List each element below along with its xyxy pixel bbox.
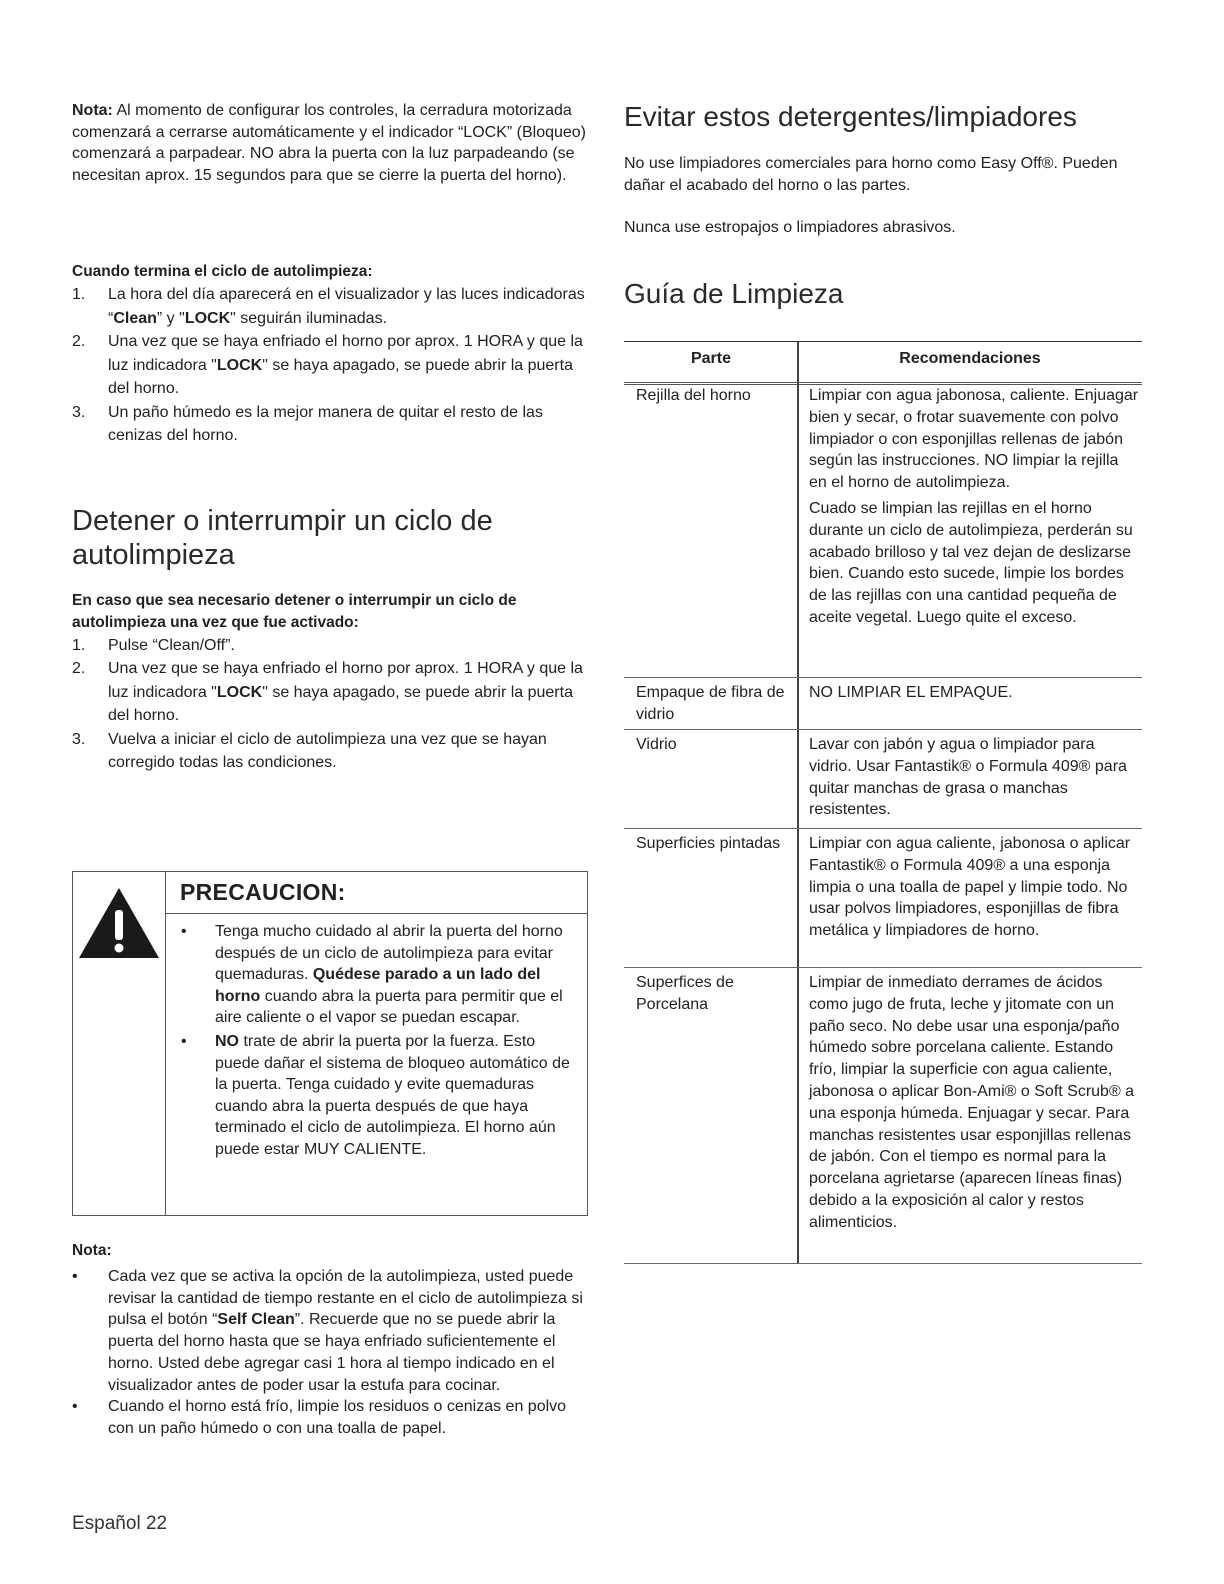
avoid-paragraph-1: No use limpiadores comerciales para horno como Easy Off®. Pueden dañar el acabado del horno o las partes. — [624, 155, 1118, 194]
note-paragraph — [72, 100, 588, 186]
note2-section — [72, 1240, 588, 1440]
item-number: 1. — [72, 286, 86, 303]
bullet-icon: • — [72, 1398, 78, 1416]
item-text: " se haya apagado, se puede abrir la puerta del horno. — [108, 683, 573, 724]
bullet-icon: • — [72, 1268, 78, 1285]
recommendation-text: Cuado se limpian las rejillas en el horno durante un ciclo de autolimpieza, perderán su acabado brilloso y tal vez dejan de deslizarse bien. Cuando esto sucede, limpie los bordes de las rejillas con una cantidad pequeña de aceite vegetal. Luego quite el exceso. — [809, 499, 1133, 626]
cell-recommendation — [809, 734, 1139, 821]
cell-recommendation — [809, 833, 1139, 942]
stop-cycle-heading: Detener o interrumpir un ciclo de autolimpieza — [72, 504, 493, 571]
header-recommendations: Recomendaciones — [899, 350, 1041, 367]
guide-heading: Guía de Limpieza — [624, 277, 844, 309]
table-row — [624, 968, 1142, 1264]
caution-icon-cell — [73, 872, 166, 1215]
table-row — [624, 381, 1142, 678]
item-text: ” y " — [156, 309, 185, 327]
item-bold: LOCK — [216, 683, 263, 701]
item-bold: Self Clean — [217, 1311, 295, 1329]
note2-label: Nota: — [72, 1242, 112, 1259]
item-text: Cuando el horno está frío, limpie los residuos o cenizas en polvo con un paño húmedo o con una toalla de papel. — [108, 1398, 567, 1437]
recommendation-text: NO LIMPIAR EL EMPAQUE. — [809, 684, 1013, 701]
note-label: Nota: — [72, 102, 113, 119]
item-number: 3. — [72, 403, 86, 421]
cell-part: Superfices de Porcelana — [636, 974, 734, 1013]
list-item — [72, 1266, 588, 1396]
table-row — [624, 730, 1142, 829]
note2-list — [72, 1266, 588, 1440]
cell-part: Empaque de fibra de vidrio — [636, 684, 785, 723]
recommendation-text: Limpiar con agua jabonosa, caliente. Enjuagar bien y secar, o frotar suavemente con polvo limpiador o con esponjillas rellenas de jabón según las instrucciones. NO limpiar la rejilla en el horno de autolimpieza. — [809, 387, 1139, 492]
list-item — [72, 1396, 588, 1439]
stop-cycle-subtitle: En caso que sea necesario detener o interrumpir un ciclo de autolimpieza una vez que fue activado: — [72, 591, 517, 631]
list-item — [72, 657, 588, 728]
list-item — [72, 330, 588, 401]
item-text: trate de abrir la puerta por la fuerza. Esto puede dañar el sistema de bloqueo automático de la puerta. Tenga cuidado y evite quemaduras cuando abra la puerta después de que haya terminado el ciclo de autolimpieza. El horno aún puede estar MUY CALIENTE. — [215, 1032, 570, 1158]
header-part: Parte — [690, 350, 732, 367]
list-item — [72, 283, 588, 330]
list-item — [180, 921, 580, 1029]
item-text: cuando abra la puerta para permitir que el aire caliente o el vapor se puedan escapar. — [215, 987, 563, 1027]
recommendation-text: Lavar con jabón y agua o limpiador para vidrio. Usar Fantastik® o Formula 409® para quitar manchas de grasa o manchas resistentes. — [809, 736, 1127, 819]
table-header — [624, 341, 1142, 385]
item-number: 3. — [72, 730, 86, 748]
item-bold: Clean — [113, 309, 157, 327]
item-bold: Quédese parado a un lado del horno — [215, 966, 541, 1005]
page-footer: Español 22 — [72, 1513, 168, 1534]
end-cycle-list — [72, 283, 588, 448]
item-number: 2. — [72, 333, 86, 350]
cell-part: Rejilla del horno — [636, 387, 751, 404]
list-item — [180, 1031, 580, 1161]
end-cycle-title: Cuando termina el ciclo de autolimpieza: — [72, 263, 373, 280]
recommendation-text: Limpiar de inmediato derrames de ácidos como jugo de fruta, leche y jitomate con un paño seco. No debe usar una esponja/paño húmedo sobre porcelana caliente. Estando frío, limpiar la superficie con agua caliente, jabonosa o aplicar Bon-Ami® o Soft Scrub® a una esponja húmeda. Enjuagar y secar. Para manchas resistentes usar esponjillas rellenas de jabón. Con el tiempo es normal para la porcelana agrietarse (aparecen líneas finas) debido a la exposición al calor y restos alimenticios. — [809, 974, 1135, 1231]
item-number: 2. — [72, 660, 86, 677]
item-text: Cada vez que se activa la opción de la autolimpieza, usted puede revisar la cantidad de tiempo restante en el ciclo de autolimpieza si pulsa el botón “ — [108, 1268, 583, 1329]
item-text: Tenga mucho cuidado al abrir la puerta del horno después de un ciclo de autolimpieza para evitar quemaduras. — [215, 923, 563, 984]
list-item — [72, 401, 588, 448]
cell-recommendation — [809, 682, 1139, 704]
item-bold: LOCK — [216, 356, 263, 374]
table-row — [624, 678, 1142, 730]
bullet-icon: • — [181, 1032, 187, 1050]
item-text: ”. Recuerde que no se puede abrir la puerta del horno hasta que se haya enfriado suficientemente el horno. Usted debe agregar casi 1 hora al tiempo indicado en el visualizador antes de poder usar la estufa para cocinar. — [108, 1311, 556, 1394]
recommendation-text: Limpiar con agua caliente, jabonosa o aplicar Fantastik® o Formula 409® a una esponja limpia o una toalla de papel y limpie todo. No usar polvos limpiadores, esponjillas de fibra metálica y limpiadores de horno. — [809, 835, 1131, 940]
item-text: Vuelva a iniciar el ciclo de autolimpieza una vez que se hayan corregido todas las condiciones. — [108, 730, 547, 771]
cleaning-guide-table — [624, 341, 1142, 385]
item-text: Una vez que se haya enfriado el horno por aprox. 1 HORA y que la luz indicadora " — [108, 333, 583, 374]
bullet-icon: • — [181, 923, 187, 940]
caution-title: PRECAUCION: — [166, 872, 587, 914]
cell-recommendation — [809, 972, 1139, 1234]
item-text: " se haya apagado, se puede abrir la puerta del horno. — [108, 356, 573, 397]
item-bold: NO — [215, 1032, 239, 1050]
list-item — [72, 728, 588, 775]
avoid-heading: Evitar estos detergentes/limpiadores — [624, 101, 1077, 132]
item-text: Un paño húmedo es la mejor manera de quitar el resto de las cenizas del horno. — [108, 403, 543, 444]
stop-cycle-list — [72, 634, 588, 775]
left-column — [72, 100, 588, 775]
item-text: Una vez que se haya enfriado el horno por aprox. 1 HORA y que la luz indicadora " — [108, 660, 583, 701]
caution-list — [180, 921, 580, 1163]
item-number: 1. — [72, 636, 86, 654]
avoid-paragraph-2: Nunca use estropajos o limpiadores abrasivos. — [624, 219, 956, 236]
cell-part: Superficies pintadas — [636, 835, 781, 852]
right-column — [624, 100, 1144, 311]
list-item — [72, 634, 588, 658]
item-text: " seguirán iluminadas. — [230, 309, 388, 327]
cell-recommendation — [809, 385, 1139, 629]
warning-triangle-icon — [77, 886, 161, 960]
table-row — [624, 829, 1142, 968]
item-text: Pulse “Clean/Off”. — [108, 636, 235, 654]
item-text: La hora del día aparecerá en el visualizador y las luces indicadoras “ — [108, 286, 585, 327]
item-bold: LOCK — [184, 309, 231, 327]
cell-part: Vidrio — [636, 736, 677, 753]
note-text: Al momento de configurar los controles, la cerradura motorizada comenzará a cerrarse automáticamente y el indicador “LOCK” (Bloqueo) comenzará a parpadear. NO abra la puerta con la luz parpadeando (se necesitan aprox. 15 segundos para que se cierre la puerta del horno). — [72, 102, 587, 184]
